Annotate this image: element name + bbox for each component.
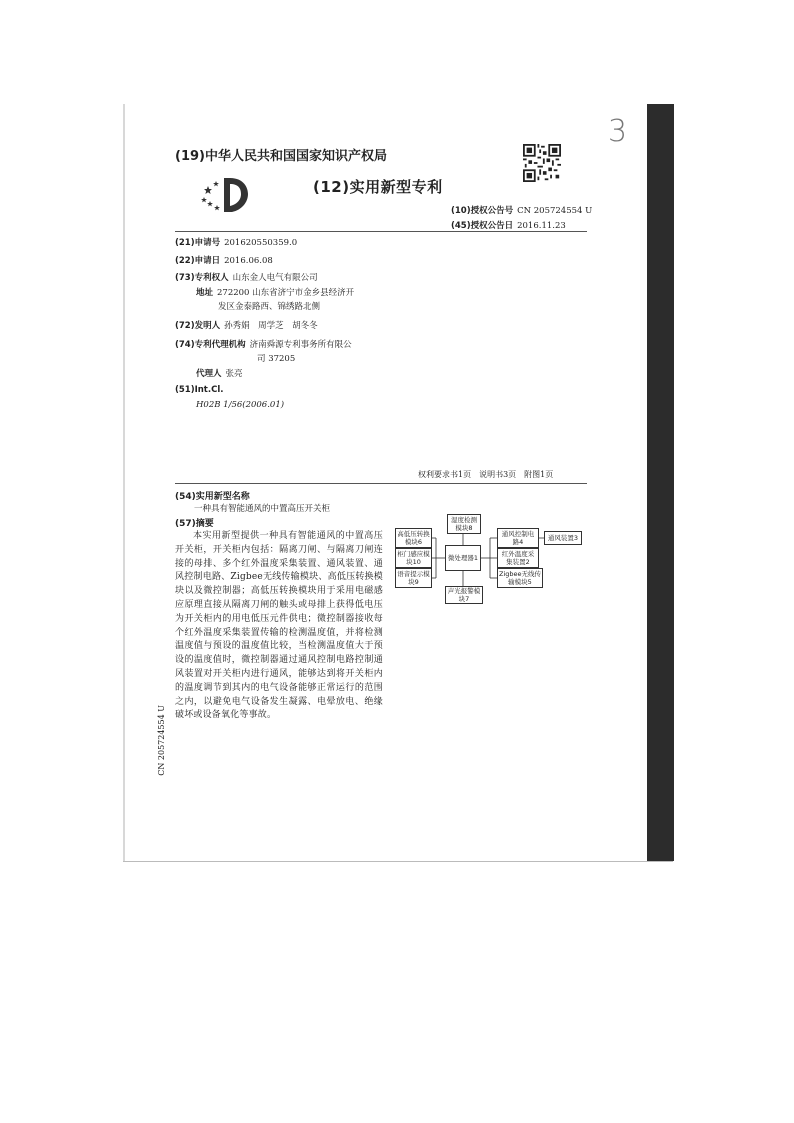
door-sensor-box: 柜门感应模块10 [395,548,432,568]
int-cl-value: H02B 1/56(2006.01) [196,400,285,410]
patent-agency-line2: 司 37205 [257,354,296,364]
page-edge-left [123,104,125,861]
section-divider [175,483,587,484]
qr-code-icon [523,144,561,182]
utility-model-title: 一种具有智能通风的中置高压开关柜 [194,504,331,514]
filing-date: (22)申请日 2016.06.08 [175,256,273,266]
alarm-module-box: 声光报警模块7 [445,586,483,604]
publication-number: (10)授权公告号 CN 205724554 U [451,206,593,216]
patent-agency: (74)专利代理机构 济南舜源专利事务所有限公 [175,340,352,350]
page-count-info: 权利要求书1页 说明书3页 附图1页 [418,470,554,479]
application-number: (21)申请号 201620550359.0 [175,238,298,248]
publication-date: (45)授权公告日 2016.11.23 [451,221,566,231]
ir-temperature-box: 红外温度采集装置2 [497,548,539,568]
document-kind-title: (12)实用新型专利 [313,178,443,196]
cnipa-emblem-icon [200,172,256,216]
patentee-address: 地址 272200 山东省济宁市金乡县经济开 [196,288,355,298]
int-cl-label: (51)Int.Cl. [175,385,224,395]
abstract-text: 本实用新型提供一种具有智能通风的中置高压开关柜，开关柜内包括：隔离刀闸、与隔离刀闸连接的母排、多个红外温度采集装置、通风装置、通风控制电路、Zigbee无线传输模块、高低压转换模块以及微控制器；高低压转换模块用于采用电磁感应原理直接从隔离刀闸的触头或母排上获得低电压为开关柜内的用电低压元件供电；微控制器接收每个红外温度采集装置传输的检测温度值，并将检测温度值与预设的温度值比较，当检测温度值大于预设的温度值时，微控制器通过通风控制电路控制通风装置对开关柜内进行通风，能够达到将开关柜内的温度调节到其内的电气设备能够正常运行的范围之内，以避免电气设备发生凝露、电晕放电、绝缘破坏或设备氧化等事故。 [175,531,383,721]
handwritten-page-mark: 3 [608,114,628,149]
side-publication-number: CN 205724554 U [157,705,166,776]
voice-prompt-box: 语音提示模块9 [395,568,432,588]
block-diagram [393,514,608,606]
humidity-module-box: 湿度检测模块8 [447,514,481,534]
patent-agent: 代理人 张亮 [196,369,243,379]
patentee: (73)专利权人 山东金人电气有限公司 [175,273,318,283]
fan-device-box: 通风装置3 [544,531,582,545]
microprocessor-box: 微处理器1 [445,545,481,571]
inventors: (72)发明人 孙秀娟 周学芝 胡冬冬 [175,321,318,331]
page-edge-shadow [647,104,674,861]
title-label: (54)实用新型名称 [175,492,250,502]
hv-lv-converter-box: 高低压转换模块6 [395,528,432,548]
fan-control-circuit-box: 通风控制电路4 [497,528,539,548]
patent-office-name: (19)中华人民共和国国家知识产权局 [175,149,387,164]
zigbee-module-box: Zigbee无线传输模块5 [499,570,542,586]
patentee-address-line2: 发区金泰路西、锦绣路北侧 [218,302,321,312]
header-divider [175,231,587,232]
abstract-label: (57)摘要 [175,519,214,529]
